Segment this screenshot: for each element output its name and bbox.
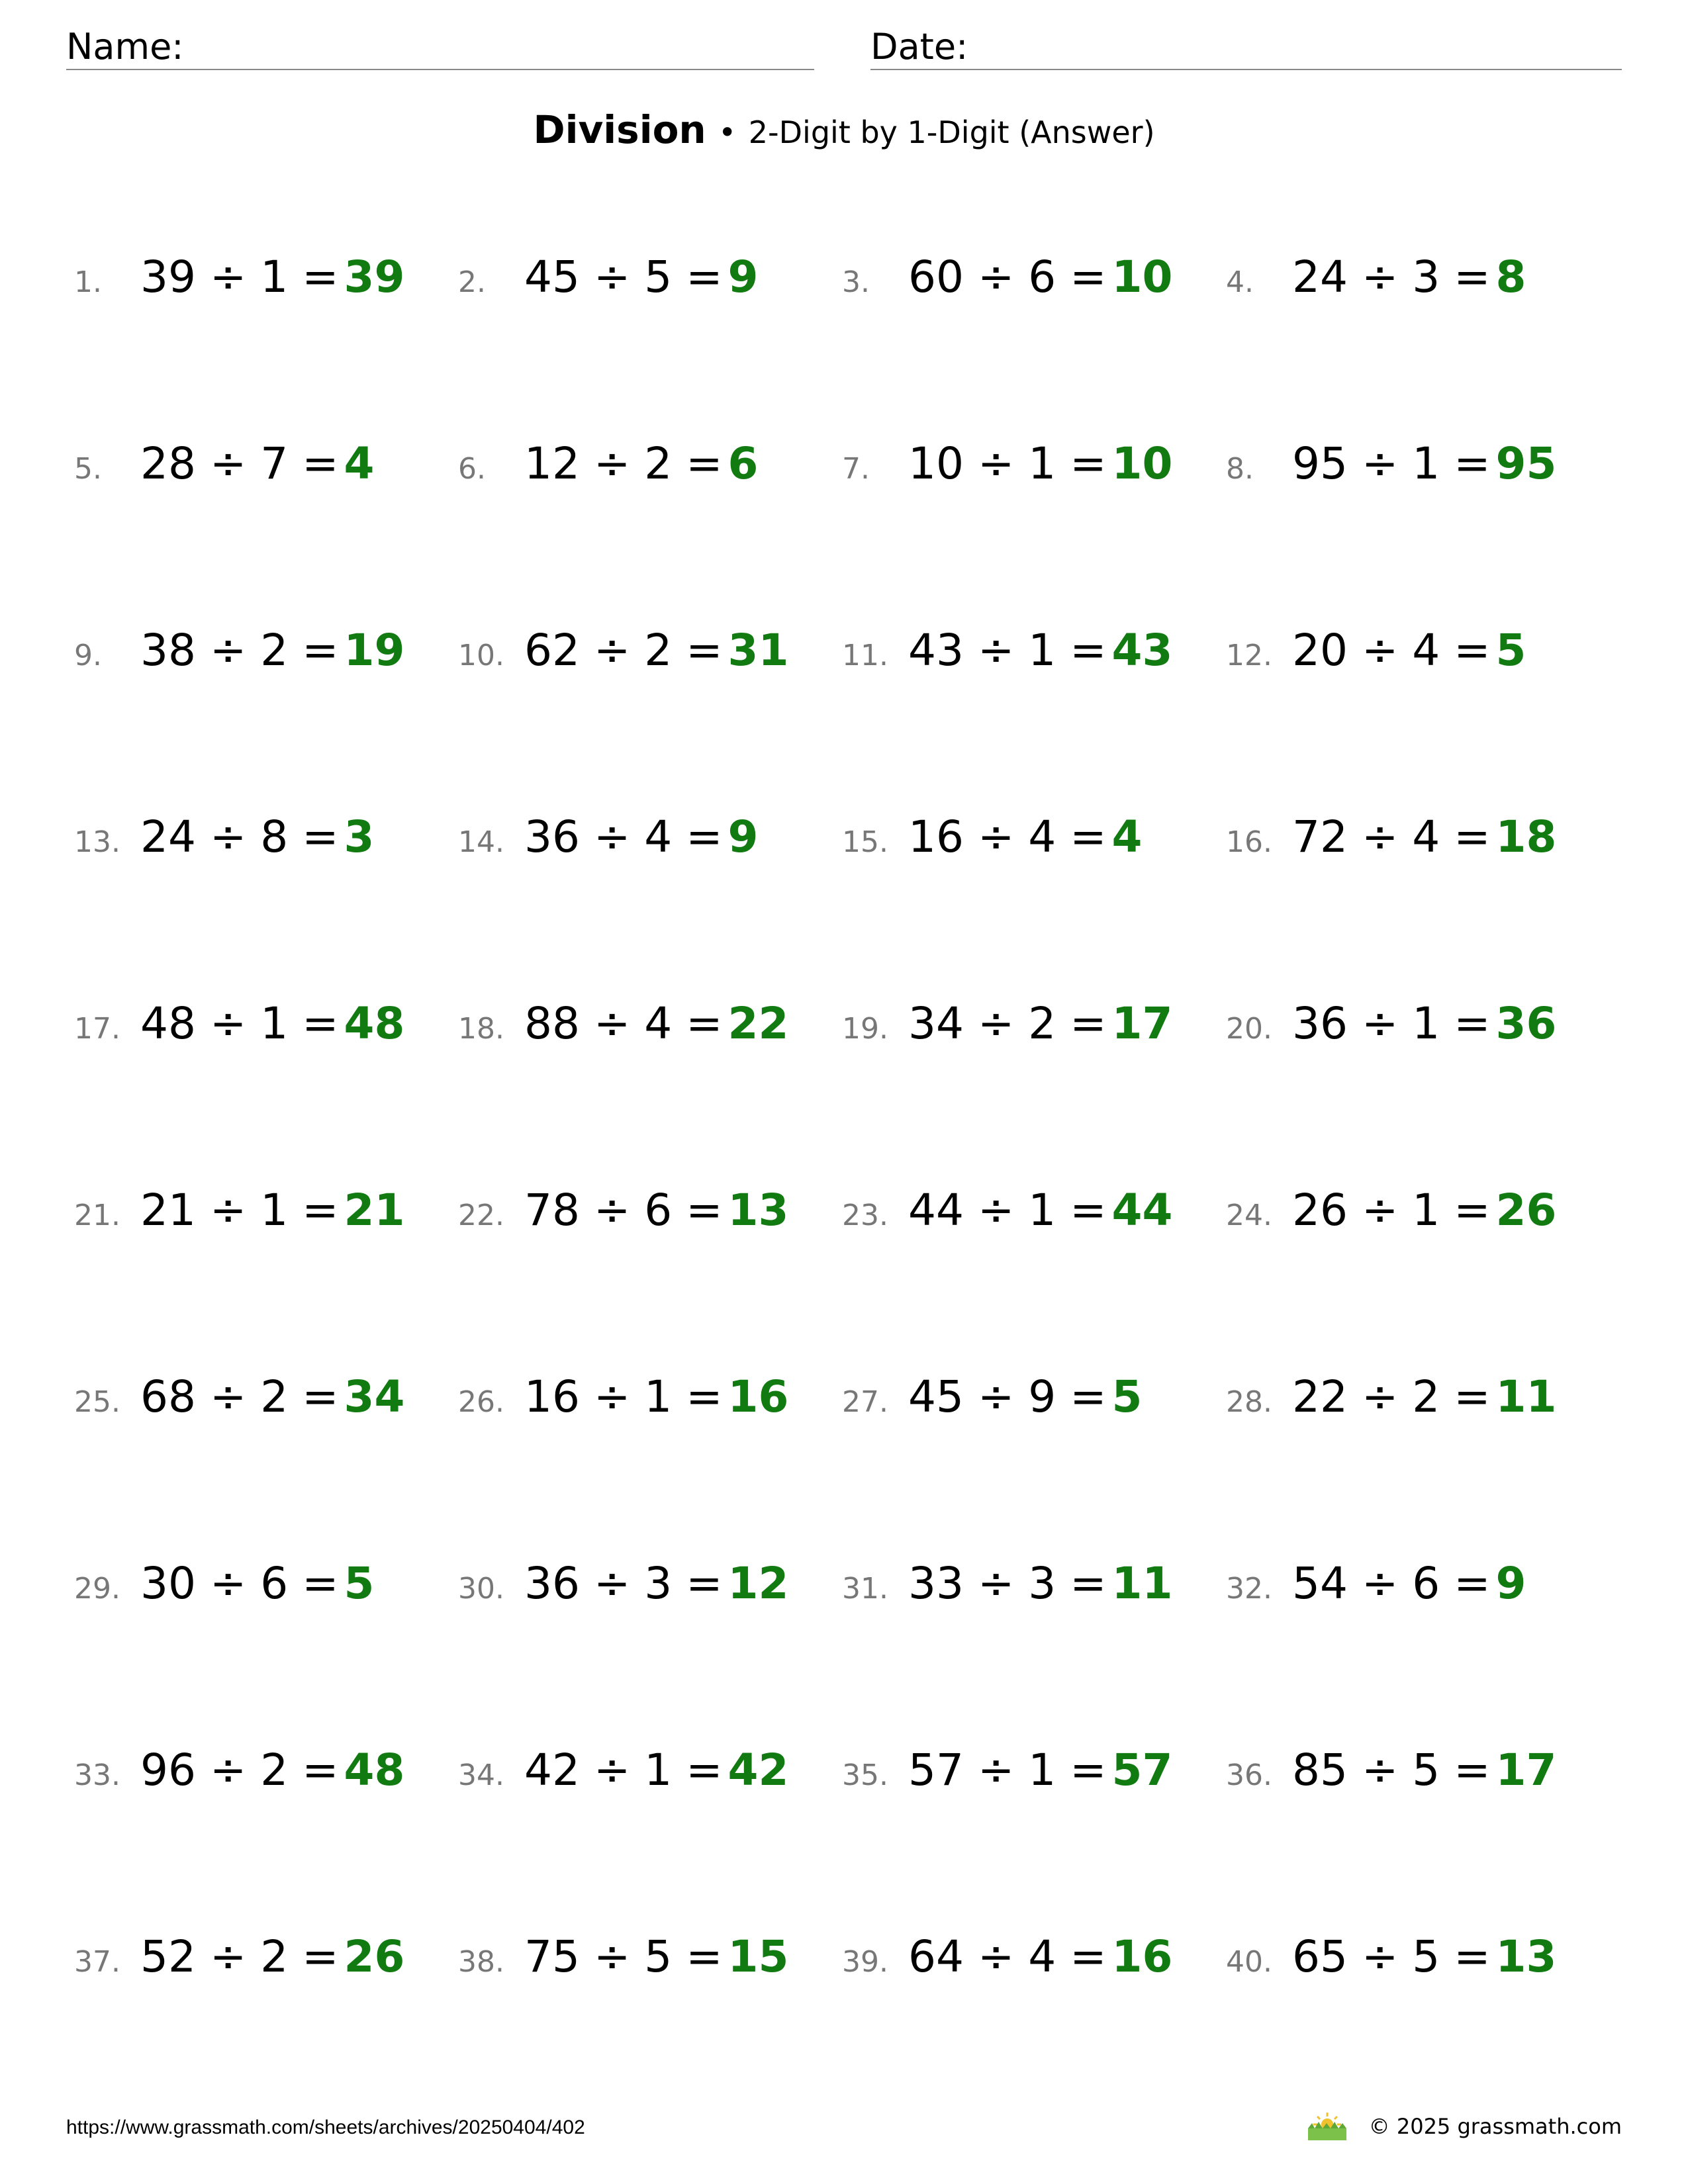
problem-item [458,625,788,704]
problem-answer: 16 [1111,1931,1173,1982]
problem-number: 5. [74,452,102,486]
problem-item [458,1931,788,2011]
problem-item [74,1558,374,1637]
problem-expression: 28 ÷ 7 = [140,438,339,489]
problem-number: 13. [74,825,120,859]
problem-item [842,998,1172,1077]
problem-number: 27. [842,1385,888,1419]
problem-answer: 43 [1111,625,1173,676]
problem-answer: 21 [344,1185,405,1236]
problem-item [74,625,404,704]
date-field[interactable] [870,25,1622,70]
date-label: Date: [870,26,968,68]
problem-expression: 95 ÷ 1 = [1292,438,1491,489]
problem-answer: 13 [727,1185,789,1236]
problem-expression: 36 ÷ 1 = [1292,998,1491,1049]
problem-item [842,625,1172,704]
problem-expression: 26 ÷ 1 = [1292,1185,1491,1236]
problem-expression: 60 ÷ 6 = [908,251,1107,302]
problem-expression: 34 ÷ 2 = [908,998,1107,1049]
problem-item [74,1745,404,1824]
problem-number: 40. [1226,1945,1272,1979]
footer-credit [1305,2111,1622,2142]
problem-item [458,811,758,891]
footer-url[interactable]: https://www.grassmath.com/sheets/archives/20250404/402 [66,2116,585,2138]
problem-answer: 6 [727,438,759,489]
problem-answer: 9 [727,811,759,862]
problem-item [842,1558,1172,1637]
problem-number: 39. [842,1945,888,1979]
title-main: Division [533,107,706,152]
problem-expression: 33 ÷ 3 = [908,1558,1107,1609]
name-label: Name: [66,26,184,68]
problem-item [1226,1931,1556,2011]
problem-item [74,998,404,1077]
problem-number: 15. [842,825,888,859]
problem-answer: 4 [344,438,375,489]
problem-answer: 10 [1111,438,1173,489]
problem-expression: 30 ÷ 6 = [140,1558,339,1609]
problem-item [1226,1745,1556,1824]
problem-item [1226,1558,1526,1637]
problem-answer: 16 [727,1371,789,1422]
problem-expression: 16 ÷ 1 = [524,1371,723,1422]
problem-answer: 8 [1495,251,1526,302]
problem-item [458,251,758,331]
problem-number: 8. [1226,452,1254,486]
problem-number: 7. [842,452,870,486]
problem-number: 37. [74,1945,120,1979]
problem-item [842,1745,1172,1824]
problem-answer: 15 [727,1931,789,1982]
problem-expression: 16 ÷ 4 = [908,811,1107,862]
problem-answer: 48 [344,998,405,1049]
problem-answer: 34 [344,1371,405,1422]
problem-expression: 24 ÷ 8 = [140,811,339,862]
problem-expression: 68 ÷ 2 = [140,1371,339,1422]
problem-expression: 85 ÷ 5 = [1292,1745,1491,1796]
problem-number: 38. [458,1945,504,1979]
problem-answer: 5 [344,1558,375,1609]
problem-item [842,811,1142,891]
problem-item [74,811,374,891]
problem-expression: 64 ÷ 4 = [908,1931,1107,1982]
problem-expression: 38 ÷ 2 = [140,625,339,676]
problem-expression: 10 ÷ 1 = [908,438,1107,489]
problem-answer: 48 [344,1745,405,1796]
problem-expression: 52 ÷ 2 = [140,1931,339,1982]
problem-item [1226,625,1526,704]
problem-number: 31. [842,1572,888,1606]
problem-answer: 12 [727,1558,789,1609]
problem-expression: 22 ÷ 2 = [1292,1371,1491,1422]
problem-number: 14. [458,825,504,859]
problem-expression: 48 ÷ 1 = [140,998,339,1049]
problem-item [1226,438,1556,518]
problem-number: 25. [74,1385,120,1419]
problem-item [1226,1371,1556,1451]
problem-answer: 11 [1495,1371,1557,1422]
problem-number: 17. [74,1012,120,1046]
problem-answer: 57 [1111,1745,1173,1796]
problem-expression: 42 ÷ 1 = [524,1745,723,1796]
problem-answer: 5 [1111,1371,1143,1422]
problem-number: 28. [1226,1385,1272,1419]
problem-number: 3. [842,265,870,299]
problem-number: 9. [74,639,102,672]
problem-expression: 43 ÷ 1 = [908,625,1107,676]
problem-expression: 72 ÷ 4 = [1292,811,1491,862]
name-field[interactable] [66,25,814,70]
title-bullet: • [718,114,737,150]
problem-number: 33. [74,1758,120,1792]
problem-answer: 39 [344,251,405,302]
problem-answer: 19 [344,625,405,676]
problem-expression: 78 ÷ 6 = [524,1185,723,1236]
problem-number: 21. [74,1199,120,1232]
problem-number: 16. [1226,825,1272,859]
problem-number: 19. [842,1012,888,1046]
problem-answer: 22 [727,998,789,1049]
problem-answer: 31 [727,625,789,676]
problem-expression: 39 ÷ 1 = [140,251,339,302]
problem-expression: 62 ÷ 2 = [524,625,723,676]
problem-item [74,251,404,331]
problem-item [1226,1185,1556,1264]
problem-number: 36. [1226,1758,1272,1792]
problem-number: 4. [1226,265,1254,299]
problem-number: 1. [74,265,102,299]
problem-expression: 96 ÷ 2 = [140,1745,339,1796]
problem-answer: 9 [1495,1558,1526,1609]
problem-expression: 36 ÷ 4 = [524,811,723,862]
problem-item [74,1185,404,1264]
problem-answer: 42 [727,1745,789,1796]
problem-number: 12. [1226,639,1272,672]
problem-answer: 26 [1495,1185,1557,1236]
problem-number: 26. [458,1385,504,1419]
worksheet-title [0,106,1688,156]
problem-answer: 5 [1495,625,1526,676]
problem-number: 35. [842,1758,888,1792]
problem-number: 18. [458,1012,504,1046]
problem-item [1226,811,1556,891]
problem-expression: 44 ÷ 1 = [908,1185,1107,1236]
problem-number: 24. [1226,1199,1272,1232]
problem-answer: 3 [344,811,375,862]
problem-answer: 10 [1111,251,1173,302]
problem-item [842,251,1172,331]
problem-answer: 11 [1111,1558,1173,1609]
problem-answer: 26 [344,1931,405,1982]
problem-number: 34. [458,1758,504,1792]
problem-number: 6. [458,452,486,486]
problem-answer: 95 [1495,438,1557,489]
problem-item [842,1931,1172,2011]
problem-answer: 44 [1111,1185,1173,1236]
problem-number: 23. [842,1199,888,1232]
problem-expression: 20 ÷ 4 = [1292,625,1491,676]
problem-answer: 13 [1495,1931,1557,1982]
problem-number: 30. [458,1572,504,1606]
problem-number: 29. [74,1572,120,1606]
grass-sun-logo-icon [1305,2111,1349,2142]
problem-item [74,1371,404,1451]
problem-item [1226,998,1556,1077]
problem-answer: 17 [1111,998,1173,1049]
problem-answer: 18 [1495,811,1557,862]
problem-item [74,438,374,518]
problem-item [842,1185,1172,1264]
problem-expression: 24 ÷ 3 = [1292,251,1491,302]
problem-number: 20. [1226,1012,1272,1046]
problem-item [74,1931,404,2011]
problem-number: 32. [1226,1572,1272,1606]
problem-expression: 36 ÷ 3 = [524,1558,723,1609]
problem-number: 22. [458,1199,504,1232]
copyright-text: © 2025 grassmath.com [1368,2114,1622,2139]
problem-answer: 36 [1495,998,1557,1049]
problem-expression: 21 ÷ 1 = [140,1185,339,1236]
problem-expression: 88 ÷ 4 = [524,998,723,1049]
problem-expression: 57 ÷ 1 = [908,1745,1107,1796]
problem-number: 2. [458,265,486,299]
problem-item [458,438,758,518]
problem-answer: 9 [727,251,759,302]
problem-answer: 17 [1495,1745,1557,1796]
problem-expression: 54 ÷ 6 = [1292,1558,1491,1609]
problem-item [842,438,1172,518]
problem-expression: 75 ÷ 5 = [524,1931,723,1982]
problem-item [458,1745,788,1824]
problem-item [458,1558,788,1637]
problem-item [1226,251,1526,331]
title-subtitle: 2-Digit by 1-Digit (Answer) [748,114,1155,150]
problem-number: 10. [458,639,504,672]
problem-item [842,1371,1142,1451]
problem-expression: 45 ÷ 9 = [908,1371,1107,1422]
problem-expression: 65 ÷ 5 = [1292,1931,1491,1982]
problem-answer: 4 [1111,811,1143,862]
problem-expression: 45 ÷ 5 = [524,251,723,302]
problem-item [458,998,788,1077]
problem-expression: 12 ÷ 2 = [524,438,723,489]
problem-item [458,1371,788,1451]
problem-number: 11. [842,639,888,672]
problem-item [458,1185,788,1264]
